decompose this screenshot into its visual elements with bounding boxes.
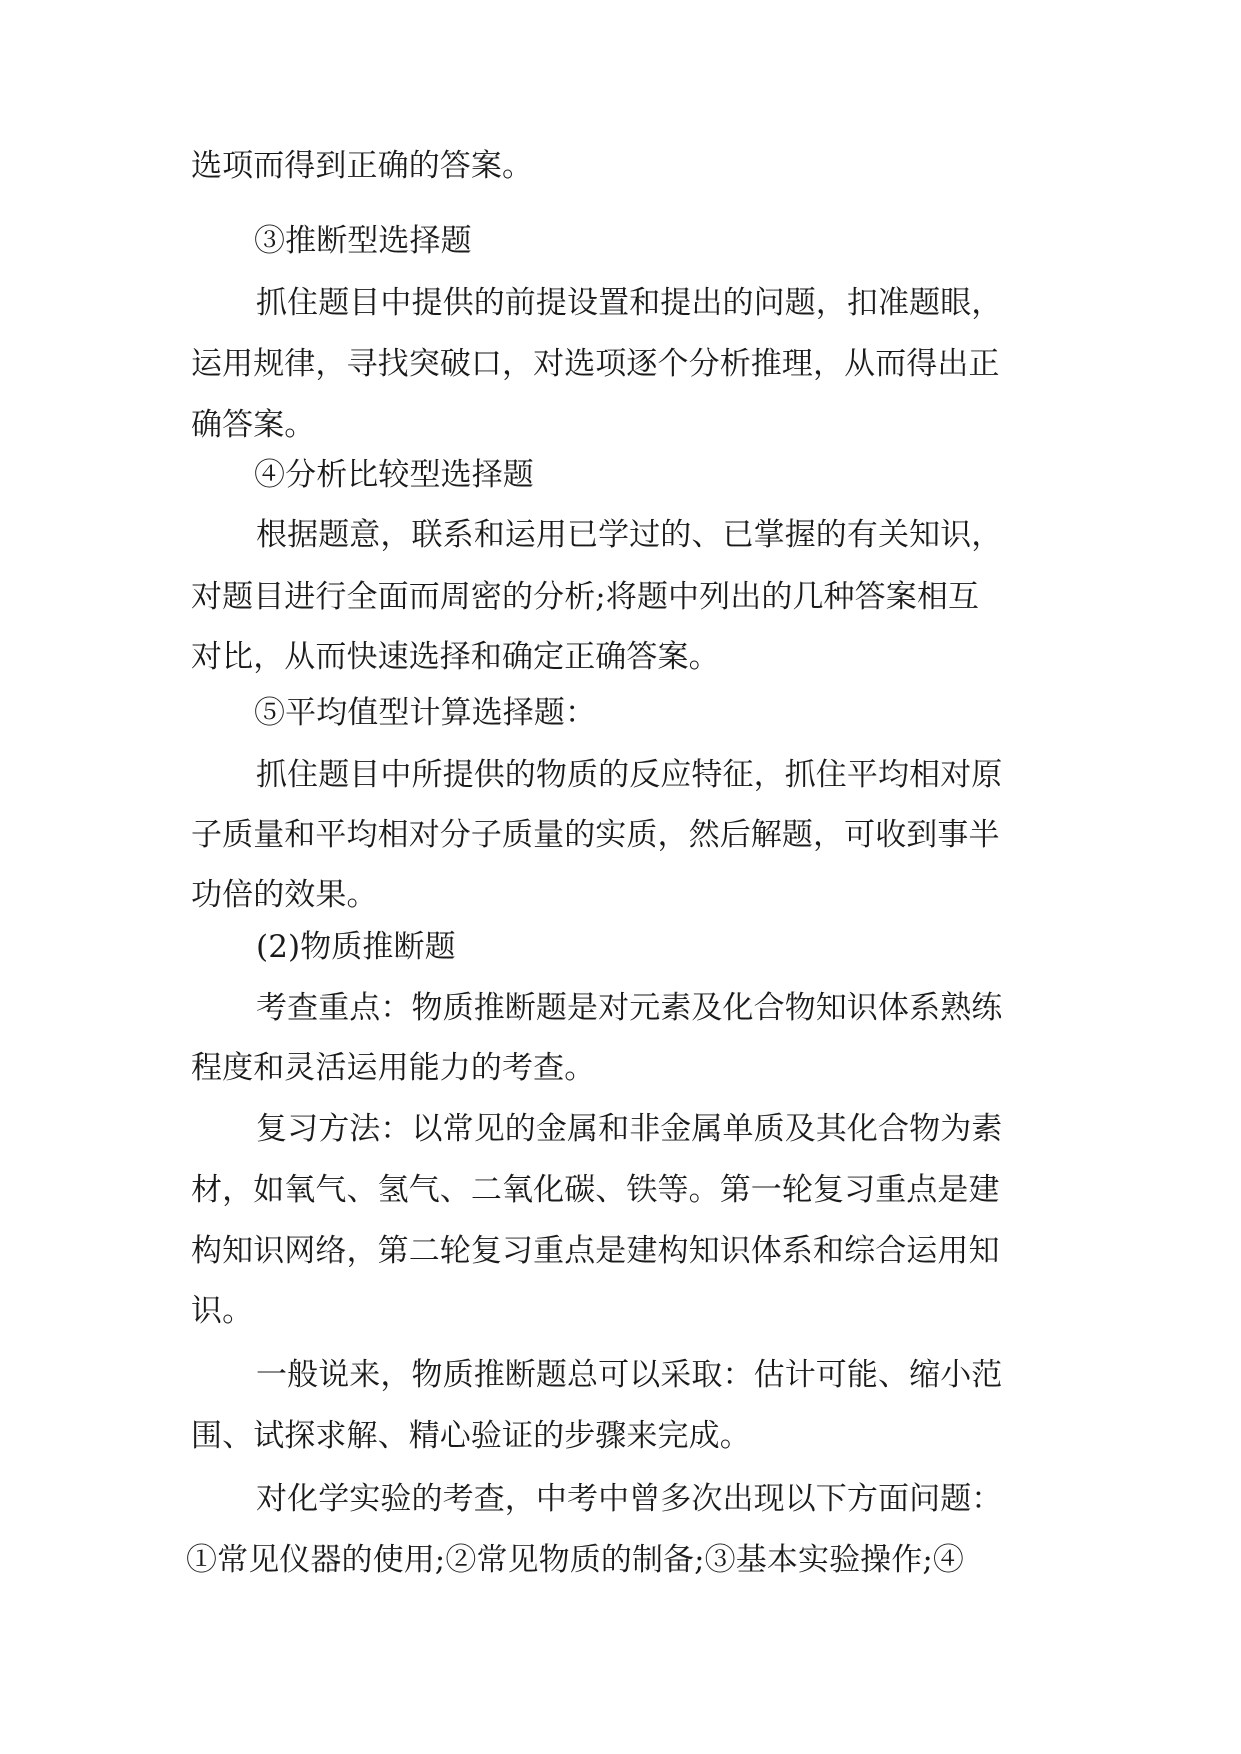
text-line: 对题目进行全面而周密的分析;将题中列出的几种答案相互 [191, 579, 980, 615]
text-line: 一般说来，物质推断题总可以采取：估计可能、缩小范 [256, 1357, 1003, 1393]
text-line: 考查重点：物质推断题是对元素及化合物知识体系熟练 [256, 990, 1003, 1026]
text-line: 识。 [191, 1293, 254, 1329]
text-line: ①常见仪器的使用;②常见物质的制备;③基本实验操作;④ [186, 1542, 965, 1578]
text-line: 确答案。 [191, 407, 316, 443]
text-line: 程度和灵活运用能力的考查。 [191, 1050, 596, 1086]
text-line: 运用规律，寻找突破口，对选项逐个分析推理，从而得出正 [191, 346, 1000, 382]
text-line: 抓住题目中所提供的物质的反应特征，抓住平均相对原 [256, 757, 1003, 793]
text-line: 对比，从而快速选择和确定正确答案。 [191, 639, 720, 675]
text-line: 抓住题目中提供的前提设置和提出的问题，扣准题眼， [256, 285, 1003, 321]
text-line: ⑤平均值型计算选择题： [254, 695, 597, 731]
text-line: 子质量和平均相对分子质量的实质，然后解题，可收到事半 [191, 817, 1000, 853]
text-line: 围、试探求解、精心验证的步骤来完成。 [191, 1418, 751, 1454]
text-line: (2)物质推断题 [256, 929, 456, 965]
text-line: 选项而得到正确的答案。 [191, 148, 534, 184]
text-line: ③推断型选择题 [254, 223, 472, 259]
text-line: 构知识网络，第二轮复习重点是建构知识体系和综合运用知 [191, 1233, 1000, 1269]
text-line: 根据题意，联系和运用已学过的、已掌握的有关知识， [256, 517, 1003, 553]
text-line: ④分析比较型选择题 [254, 457, 534, 493]
text-line: 复习方法：以常见的金属和非金属单质及其化合物为素 [256, 1111, 1003, 1147]
text-line: 对化学实验的考查，中考中曾多次出现以下方面问题： [256, 1481, 1003, 1517]
text-line: 材，如氧气、氢气、二氧化碳、铁等。第一轮复习重点是建 [191, 1172, 1000, 1208]
text-line: 功倍的效果。 [191, 877, 378, 913]
